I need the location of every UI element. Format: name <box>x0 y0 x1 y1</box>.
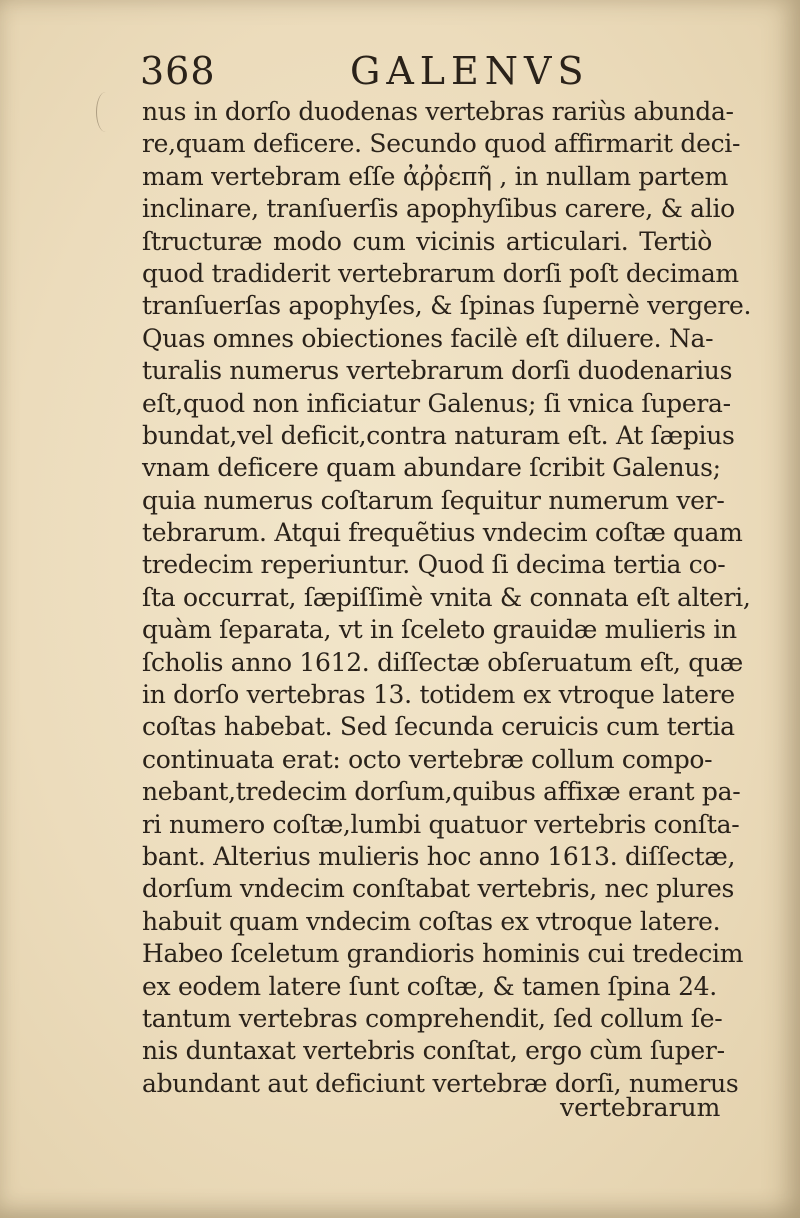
text-line: ex eodem latere ſunt coſtæ, & tamen ſpina 24. <box>142 971 717 1001</box>
text-line: habuit quam vndecim coſtas ex vtroque latere. <box>142 906 721 936</box>
text-line: nus in dorſo duodenas vertebras rariùs abunda- <box>142 97 734 126</box>
text-line: re,quam deficere. Secundo quod affirmarit deci- <box>142 129 741 159</box>
text-line: eſt,quod non inficiatur Galenus; ſi vnica ſupera- <box>142 388 731 418</box>
margin-mark <box>96 92 115 132</box>
text-line: coſtas habebat. Sed ſecunda ceruicis cum tertia <box>142 712 735 742</box>
page-number: 368 <box>140 49 216 93</box>
text-line: ſta occurrat, ſæpiſſimè vnita & connata eſt alteri, <box>142 582 751 612</box>
text-line: ri numero coſtæ,lumbi quatuor vertebris conſta- <box>142 809 740 839</box>
page-header <box>140 46 700 96</box>
catchword: vertebrarum <box>560 1093 721 1122</box>
text-line: quia numerus coſtarum ſequitur numerum ver- <box>142 485 725 515</box>
text-line: continuata erat: octo vertebræ collum compo- <box>142 744 713 774</box>
text-line: abundant aut deficiunt vertebræ dorſi, numerus <box>142 1068 739 1098</box>
text-line: dorſum vndecim conſtabat vertebris, nec plures <box>142 874 735 904</box>
text-line: inclinare, tranſuerſis apophyſibus carere, & alio <box>142 194 735 224</box>
text-line: in dorſo vertebras 13. totidem ex vtroque latere <box>142 680 735 710</box>
text-line: ſtructuræ modo cum vicinis articulari. Tertiò <box>142 226 712 256</box>
running-head: GALENVS <box>350 49 590 93</box>
text-line: tebrarum. Atqui frequẽtius vndecim coſtæ quam <box>142 518 743 548</box>
text-line: bundat,vel deficit,contra naturam eſt. At ſæpius <box>142 420 735 450</box>
text-line: ſcholis anno 1612. diſſectæ obſeruatum eſt, quæ <box>142 647 743 677</box>
text-line: vnam deficere quam abundare ſcribit Galenus; <box>142 453 721 483</box>
text-line: turalis numerus vertebrarum dorſi duodenarius <box>142 356 733 386</box>
text-line: quod tradiderit vertebrarum dorſi poſt decimam <box>142 258 739 288</box>
text-line: Quas omnes obiectiones facilè eſt diluere. Na- <box>142 323 714 353</box>
body-text <box>142 96 752 1100</box>
text-line: nis duntaxat vertebris conſtat, ergo cùm ſuper- <box>142 1036 725 1066</box>
text-line: quàm ſeparata, vt in ſceleto grauidæ mulieris in <box>142 615 737 645</box>
text-line: bant. Alterius mulieris hoc anno 1613. diſſectæ, <box>142 841 736 871</box>
text-line: nebant,tredecim dorſum,quibus affixæ erant pa- <box>142 777 741 807</box>
text-line: tredecim reperiuntur. Quod ſi decima tertia co- <box>142 550 726 580</box>
text-line: tranſuerſas apophyſes, & ſpinas ſupernè vergere. <box>142 291 752 321</box>
text-line: mam vertebram eſſe ἀῤῥεπῆ , in nullam partem <box>142 161 729 191</box>
text-line: Habeo ſceletum grandioris hominis cui tredecim <box>142 939 744 969</box>
text-line: tantum vertebras comprehendit, ſed collum ſe- <box>142 1003 723 1033</box>
